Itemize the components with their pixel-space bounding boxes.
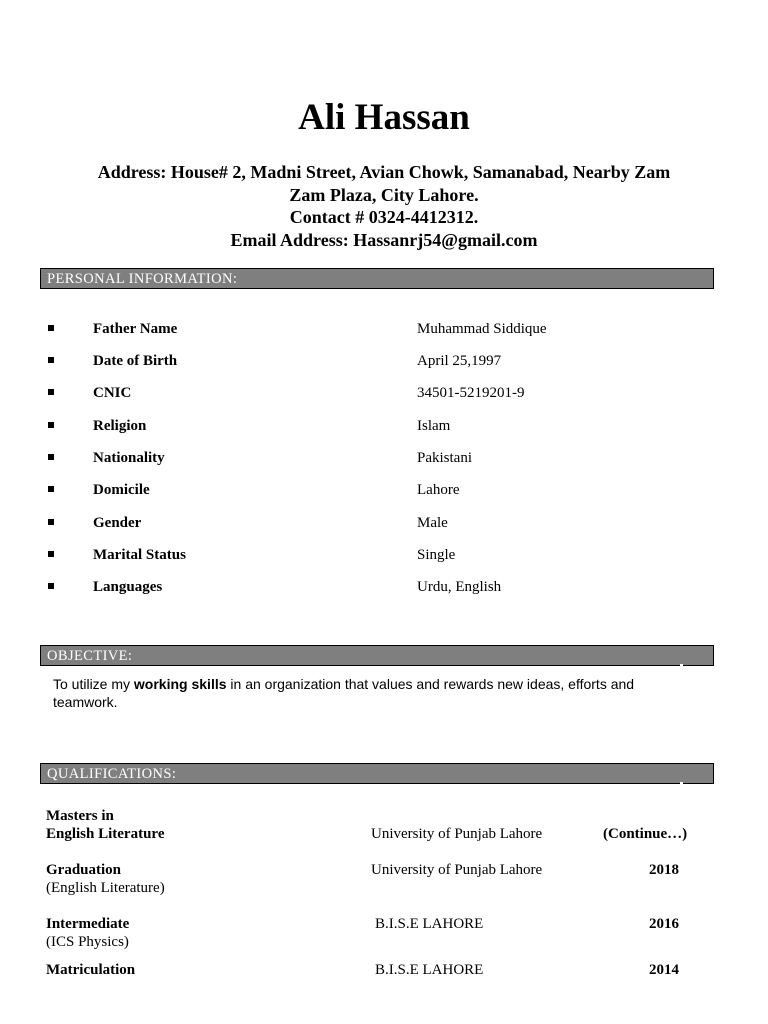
address-line-1: Address: House# 2, Madni Street, Avian Chowk, Samanabad, Nearby Zam	[97, 162, 671, 182]
contact-block	[50, 161, 718, 251]
qualification-degree	[46, 861, 165, 897]
square-bullet-icon	[48, 325, 54, 331]
section-header-personal-information	[40, 268, 714, 289]
bar-notch	[680, 782, 683, 784]
qualification-institute: B.I.S.E LAHORE	[375, 916, 484, 932]
square-bullet-icon	[48, 486, 54, 492]
info-row-gender	[40, 512, 720, 534]
info-value: Islam	[417, 418, 451, 434]
degree-line-1: Matriculation	[46, 962, 136, 978]
info-value: Lahore	[417, 482, 460, 498]
info-label: Marital Status	[93, 547, 186, 563]
objective-text-bold: working skills	[133, 676, 227, 692]
contact-number: Contact # 0324-4412312.	[289, 207, 479, 227]
qualification-institute: University of Punjab Lahore	[371, 826, 543, 842]
qualification-degree	[46, 807, 164, 843]
degree-line-2: (ICS Physics)	[46, 934, 129, 950]
qualification-row-intermediate	[46, 915, 716, 951]
info-label: CNIC	[93, 385, 132, 401]
info-label: Gender	[93, 515, 142, 531]
square-bullet-icon	[48, 389, 54, 395]
info-value: Pakistani	[417, 450, 472, 466]
info-value: Male	[417, 515, 448, 531]
objective-text	[53, 675, 693, 711]
square-bullet-icon	[48, 551, 54, 557]
objective-text-start: To utilize my	[53, 676, 134, 692]
section-title: QUALIFICATIONS:	[47, 766, 177, 782]
square-bullet-icon	[48, 357, 54, 363]
info-row-domicile	[40, 479, 720, 501]
qualification-year: 2014	[649, 962, 679, 978]
qualification-row-masters	[46, 807, 716, 843]
qualification-row-matriculation	[46, 961, 716, 979]
qualification-institute: University of Punjab Lahore	[371, 862, 543, 878]
degree-line-1: Graduation	[46, 862, 122, 878]
info-row-nationality	[40, 447, 720, 469]
qualification-year: (Continue…)	[603, 826, 688, 842]
info-value: 34501-5219201-9	[417, 385, 525, 401]
qualification-degree	[46, 961, 135, 979]
info-row-cnic	[40, 382, 720, 404]
degree-line-1: Intermediate	[46, 916, 130, 932]
square-bullet-icon	[48, 454, 54, 460]
info-label: Father Name	[93, 321, 178, 337]
qualification-year: 2018	[649, 862, 679, 878]
info-label: Domicile	[93, 482, 150, 498]
info-label: Date of Birth	[93, 353, 178, 369]
square-bullet-icon	[48, 422, 54, 428]
qualification-row-graduation	[46, 861, 716, 897]
info-value: Urdu, English	[417, 579, 502, 595]
info-row-languages	[40, 576, 720, 598]
info-row-marital-status	[40, 544, 720, 566]
degree-line-2: (English Literature)	[46, 880, 165, 896]
square-bullet-icon	[48, 583, 54, 589]
email-address: Email Address: Hassanrj54@gmail.com	[230, 229, 538, 250]
square-bullet-icon	[48, 519, 54, 525]
info-row-father-name	[40, 318, 720, 340]
section-title: PERSONAL INFORMATION:	[47, 271, 238, 287]
info-label: Religion	[93, 418, 147, 434]
info-row-religion	[40, 415, 720, 437]
degree-line-1: Masters in	[46, 808, 114, 824]
info-value: Muhammad Siddique	[417, 321, 547, 337]
bar-notch	[680, 664, 683, 666]
info-label: Languages	[93, 579, 163, 595]
qualification-institute: B.I.S.E LAHORE	[375, 962, 484, 978]
qualification-year: 2016	[649, 916, 679, 932]
section-title: OBJECTIVE:	[47, 648, 133, 664]
candidate-name: Ali Hassan	[298, 97, 470, 138]
info-label: Nationality	[93, 450, 165, 466]
address-line-2: Zam Plaza, City Lahore.	[289, 184, 479, 205]
info-value: Single	[417, 547, 456, 563]
info-value: April 25,1997	[417, 353, 502, 369]
objective-text-end: in an organization that values and rewards new ideas, efforts and teamwork.	[53, 676, 635, 710]
qualification-degree	[46, 915, 129, 951]
info-row-date-of-birth	[40, 350, 720, 372]
section-header-objective	[40, 645, 714, 666]
section-header-qualifications	[40, 763, 714, 784]
degree-line-2: English Literature	[46, 826, 165, 842]
